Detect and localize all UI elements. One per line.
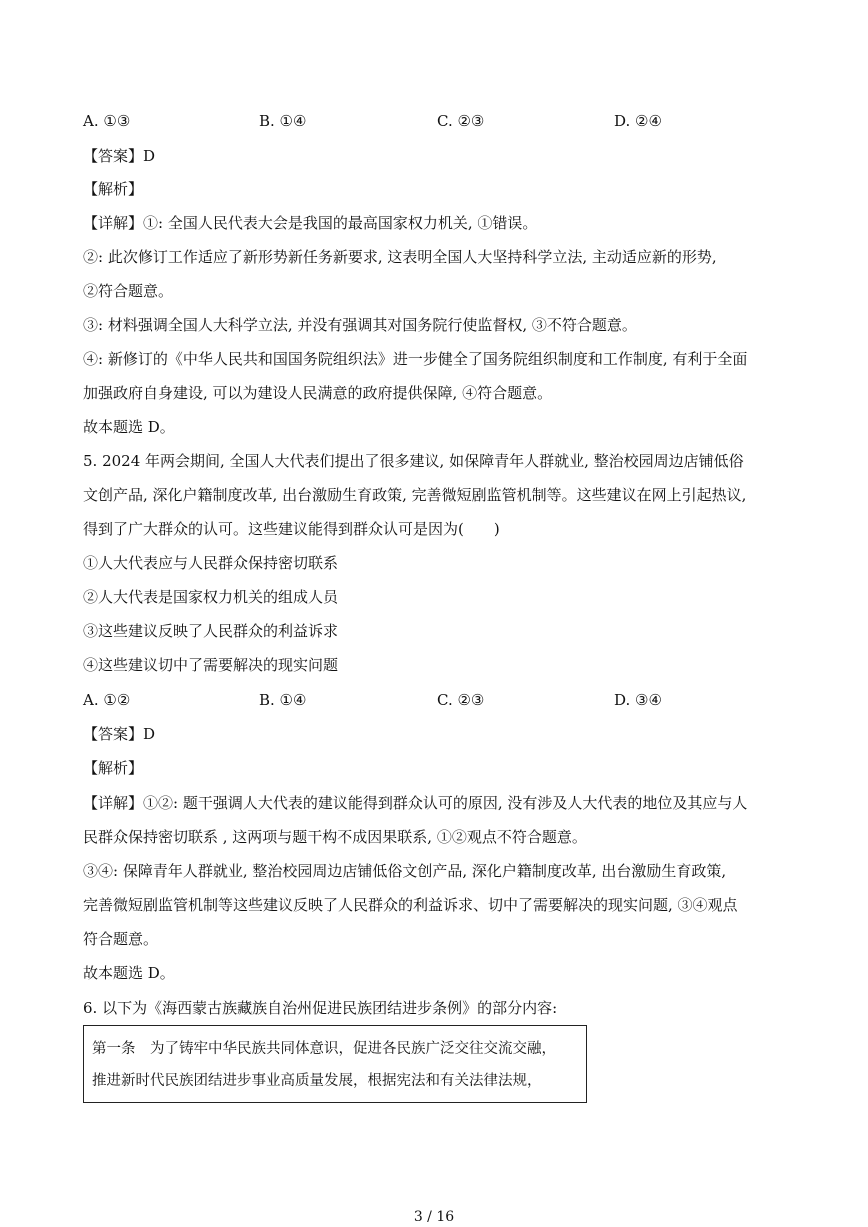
q6-box-line: 第一条 为了铸牢中华民族共同体意识，促进各民族广泛交往交流交融， <box>92 1041 556 1057</box>
q4-conclusion: 故本题选 D。 <box>83 418 175 436</box>
q4-option-c: C. ②③ <box>437 112 485 130</box>
q5-stem-line: 文创产品, 深化户籍制度改革, 出台激励生育政策, 完善微短剧监管机制等。这些建议在网上引起热议, <box>83 486 747 504</box>
q5-option-b: B. ①④ <box>259 691 307 709</box>
q5-detail-line: 完善微短剧监管机制等这些建议反映了人民群众的利益诉求、切中了需要解决的现实问题, ③④观点 <box>83 896 738 914</box>
q5-option-d: D. ③④ <box>614 691 662 709</box>
q4-detail-line: 加强政府自身建设, 可以为建设人民满意的政府提供保障, ④符合题意。 <box>83 384 553 402</box>
q5-answer: 【答案】D <box>83 725 156 743</box>
q4-detail-line: ③: 材料强调全国人大科学立法, 并没有强调其对国务院行使监督权, ③不符合题意。 <box>83 316 637 334</box>
page-number: 3 / 16 <box>413 1209 455 1225</box>
q5-detail-line: 符合题意。 <box>83 930 159 948</box>
q5-option-a: A. ①② <box>83 691 131 709</box>
q5-detail-line: 民群众保持密切联系 , 这两项与题干构不成因果联系, ①②观点不符合题意。 <box>83 828 587 846</box>
q5-item: ③这些建议反映了人民群众的利益诉求 <box>83 622 339 640</box>
q4-analysis-label: 【解析】 <box>83 180 144 198</box>
q5-item: ④这些建议切中了需要解决的现实问题 <box>83 656 339 674</box>
q4-option-d: D. ②④ <box>614 112 662 130</box>
q4-detail-line: ④: 新修订的《中华人民共和国国务院组织法》进一步健全了国务院组织制度和工作制度, 有利于全面 <box>83 350 748 368</box>
q4-detail-line: 【详解】①: 全国人民代表大会是我国的最高国家权力机关, ①错误。 <box>83 214 538 232</box>
q4-detail-line: ②符合题意。 <box>83 282 174 300</box>
q5-detail-line: 【详解】①②: 题干强调人大代表的建议能得到群众认可的原因, 没有涉及人大代表的地位及其应与人 <box>83 794 748 812</box>
q5-detail-line: ③④: 保障青年人群就业, 整治校园周边店铺低俗文创产品, 深化户籍制度改革, 出台激励生育政策, <box>83 862 727 880</box>
q4-option-a: A. ①③ <box>83 112 131 130</box>
q6-quote-box <box>83 1025 587 1103</box>
q5-item: ①人大代表应与人民群众保持密切联系 <box>83 554 339 572</box>
q6-box-line: 推进新时代民族团结进步事业高质量发展，根据宪法和有关法律法规， <box>92 1073 542 1089</box>
q5-item: ②人大代表是国家权力机关的组成人员 <box>83 588 339 606</box>
q4-detail-line: ②: 此次修订工作适应了新形势新任务新要求, 这表明全国人大坚持科学立法, 主动适应新的形势, <box>83 248 717 266</box>
q4-option-b: B. ①④ <box>259 112 307 130</box>
q5-option-c: C. ②③ <box>437 691 485 709</box>
q6-stem: 6. 以下为《海西蒙古族藏族自治州促进民族团结进步条例》的部分内容: <box>83 999 558 1017</box>
q5-analysis-label: 【解析】 <box>83 759 144 777</box>
q5-stem-line: 5. 2024 年两会期间, 全国人大代表们提出了很多建议, 如保障青年人群就业, 整治校园周边店铺低俗 <box>83 452 744 470</box>
q5-stem-line: 得到了广大群众的认可。这些建议能得到群众认可是因为( ) <box>83 520 500 538</box>
q4-answer: 【答案】D <box>83 147 156 165</box>
q5-conclusion: 故本题选 D。 <box>83 964 175 982</box>
